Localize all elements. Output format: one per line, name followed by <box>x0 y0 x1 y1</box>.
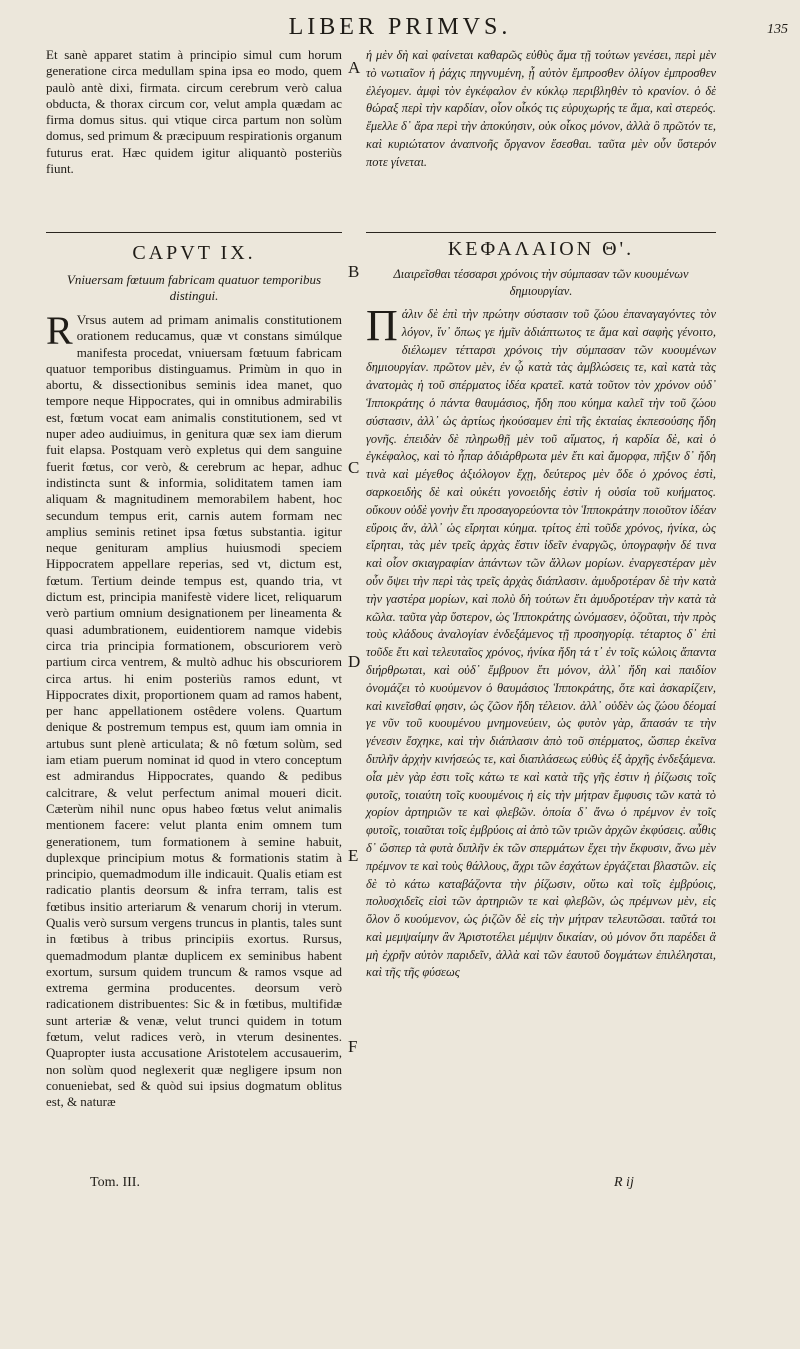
left-column-rule <box>46 232 342 233</box>
greek-dropcap: Π <box>366 301 398 350</box>
margin-letter-b: B <box>348 262 360 281</box>
right-column-rule <box>366 232 716 233</box>
page-number: 135 <box>767 22 788 37</box>
latin-chapter-title: CAPVT IX. <box>132 242 256 264</box>
latin-intro-paragraph: Et sanè apparet statim à principio simul cum horum generatione circa medullam spina ipsa eo modo, quem paulò antè dixi, firmata. circum cerebrum verò calua obducta, & thorax circum cor, velut ampla quædam ac firma domus situs. qui vtique circa partum non solùm domus, sed primum & præcipuum respirationis organum futurus erat. Hæc quidem igitur aliquantò posteriùs fiunt. <box>46 47 342 177</box>
greek-intro-paragraph: ἡ μὲν δὴ καὶ φαίνεται καθαρῶς εὐθὺς ἅμα τῇ τούτων γενέσει, περὶ μὲν τὸ νωτιαῖον ἡ ῥάχις πηγνυμένη, ᾗ αὐτὸν ἔμπροσθεν ὀλίγον ἐμπροσθεν ἐλέγομεν. ἀμφὶ τὸν ἐγκέφαλον ἐν κύκλῳ περιβληθὲν τὸ κρανίον. ὁ δὲ θώραξ περὶ τὴν καρδίαν, οἷον οἶκός τις εὐρυχωρής τε ἅμα, καὶ στερεός. ἔμελλε δ᾽ ἄρα περὶ τὴν ἀποκύησιν, οὐκ οἶκος μόνον, ἀλλὰ ὃ πρῶτόν τε, καὶ κυριώτατον ἀναπνοῆς ὄργανον ἔσεσθαι. ταῦτα μὲν οὖν ὕστερόν ποτε γίνεται. <box>366 48 716 169</box>
margin-letter-c: C <box>348 458 360 477</box>
margin-letter-e: E <box>348 846 359 865</box>
latin-dropcap: R <box>46 308 73 353</box>
volume-signature: Tom. III. <box>90 1175 140 1190</box>
latin-body-text: Vrsus autem ad primam animalis constitutionem orationem reducamus, quæ vt constans simúlque manifesta procedat, vniuersam fœtuum fabricam quatuor temporibus distinguamus. Primùm in quo in abortu, & dissectionibus seminis idea manet, quo tempore neque Hippocrates, qui in omnibus admirabilis est, fœtum vocat eam animalis constitutionem, sed vt nuper adeo audiuimus, in genitura quæ sex iam dierum fuit elapsa. Postquam verò expletus qui dem sanguine fuerit fœtus, cor verò, & cerebrum ac hepar, adhuc indistincta sunt & informia, soliditatem tamen iam aliquam & magnitudinem memorabilem habent, hoc secundum tempus erit, carnis autem formam nec amplius seminis retinet ipsa fœtus substantia. igitur neque genituram amplius huiusmodi speciem Hippocratem appellare reperias, sed vt, dictum est, fœtum. Tertium deinde tempus est, quando tria, vt dictum est, principia manifestè videre licet, reliquarum verò partium omnium designationem per lineamenta & quasi adumbrationem, euidentiorem namque videbis circa tria principia formationem, obscuriorem verò partium circa ventrem, & multò adhuc his obscuriorem circa artus. hi enim posteriùs ramos edunt, vt Hippocrates dixit, proportionem quam ad ramos habent, per hanc appellationem ostêdere volens. Quartum denique & postremum tempus est, quum iam omnia in artubus sunt plenè articulata; & nô fœtum solùm, sed iam etiam puerum nominat id quod in vtero conceptum est admirandus Hippocrates, quando & pedibus calcitrare, & velut perfectum animal moueri dicit. Cæterùm nihil nunc opus habeo fœtus velut animalis mentionem facere: velut planta enim omnem tum generationem, tum formationem à semine habuit, duplexque principium motus & formationis statim à principio, quemadmodum ille indicauit. Qualis etiam est radicatio plantis deorsum & infra terram, talis est fœtibus insitio arteriarum & venarum chorij in vterum. Qualis verò sursum vergens truncus in plantis, tales sunt in fœtibus à tribus principiis exortus. Rursus, quemadmodum plantæ duplicem ex seminibus habent exortum, sursum quidem truncum & ramos vsque ad extrema germina producentes. deorsum verò radicationem distribuentes: Sic & in fœtibus, multifidæ sunt arteriæ & venæ, velut trunci quidem in totum fœtum, velut radices verò, in vterum desinentes. Quapropter iusta accusatione Aristotelem accusauerim, non solùm quod neglexerit quæ negligere ipsum non conueniebat, sed & quòd sui ipsius dogmatum oblitus est, & naturæ <box>46 312 342 1110</box>
signature-mark: R ij <box>614 1175 634 1190</box>
margin-letter-f: F <box>348 1037 358 1056</box>
running-head: LIBER PRIMVS. <box>288 14 512 40</box>
margin-letter-d: D <box>348 652 361 671</box>
greek-body-text: άλιν δὲ ἐπὶ τὴν πρώτην σύστασιν τοῦ ζώου ἐπαναγαγόντες τὸν λόγον, ἵν᾽ ὅπως γε ἡμῖν ἀδιάπτωτος τε ἅμα καὶ σαφὴς γένοιτο, διέλωμεν τέτταρσι χρόνοις τὴν σύμπασαν τῶν κυουμένων δημιουργίαν. πρῶτον μὲν, ἐν ᾧ κατὰ τὰς ἀμβλώσεις τε, καὶ κατὰ τὰς ἀνατομὰς ἡ τοῦ σπέρματος ἰδέα κρατεῖ. κατὰ τοῦτον τὸν χρόνον οὐδ᾽ Ἱπποκράτης ὁ πάντα θαυμάσιος, ἤδη που κύημα καλεῖ τὴν τοῦ ζώου σύστασιν, ἀλλ᾽ ὡς ἀρτίως ἠκούσαμεν ἐπὶ τῆς ἐκταίας ἐκπεσούσης ἤδη γονῆς. ἐπειδὰν δὲ πληρωθῇ μὲν τοῦ αἵματος, ἡ καρδία δὲ, καὶ ὁ ἐγκέφαλος, καὶ τὸ ἧπαρ ἀδιάρθρωτα μὲν ἔτι καὶ ἄμορφα, πῆξιν δ᾽ ἤδη τινὰ καὶ μέγεθος ἀξιόλογον ἔχῃ, δεύτερος μὲν ὅδε ὁ χρόνος ἐστὶ, σαρκοειδὴς δὲ καὶ οὐκέτι γονοειδὴς ἐστὶν ἡ οὐσία τοῦ κυήματος. οὔκουν οὐδὲ γονὴν ἔτι προσαγορεύοντα τὸν Ἱπποκράτην ποιοῦτον ἰδέαν εὕροις ἄν, ἀλλ᾽ ὡς εἴρηται κύημα. τρίτος ἐπὶ τοῦδε χρόνος, ἡνίκα, ὡς εἴρηται, τὰς μὲν τρεῖς ἀρχὰς ἔστιν ἰδεῖν ἐναργῶς, ὑπογραφὴν δέ τινα καὶ οἷον σκιαγραφίαν ἁπάντων τῶν ἄλλων μορίων. ἐναργεστέραν μὲν οὖν ὄψει τὴν περὶ τὰς τρεῖς ἀρχὰς διάπλασιν. ἀμυδροτέραν δὲ τὴν κατὰ τὴν γαστέρα μορίων, καὶ πολὺ δὴ τούτων ἔτι ἀμυδροτέραν τὴν κατὰ τὰ κῶλα. ταῦτα γὰρ ὕστερον, ὡς Ἱπποκράτης ὠνόμασεν, ὀζοῦται, τὴν πρὸς τοὺς κλάδους ἀναλογίαν ἐνδεξάμενος τῇ προσηγορίᾳ. τέταρτος δ᾽ ἐπὶ τοῦδε ἔτι καὶ τελευταῖος χρόνος, ἡνίκα ἤδη τά τ᾽ ἐν τοῖς κώλοις ἅπαντα διήρθρωται, καὶ οὐδ᾽ ἔμβρυον ἔτι μόνον, ἀλλ᾽ ἤδη καὶ παιδίον ὀνομάζει τὸ κυούμενον ὁ θαυμάσιος Ἱπποκράτης, ὅτε καὶ ἀσκαρίζειν, καὶ κινεῖσθαί φησιν, ὡς ζῶον ἤδη τέλειον. ἀλλ᾽ οὐδὲν ὡς ζώου δέομαί γε νῦν τοῦ κυουμένου μνημονεύειν, ὡς φυτὸν γὰρ, ἅπασάν τε τὴν γένεσιν ἔσχηκε, καὶ τὴν διάπλασιν ἀπὸ τοῦ σπέρματος, ὥσπερ ἐκεῖνα διπλῆν ἀρχὴν κινήσεώς τε, καὶ διαπλάσεως εὐθὺς ἐξ ἀρχῆς ἐνδεξάμενα. οἷα μὲν γὰρ ἐστι τοῖς κάτω τε καὶ κατὰ τῆς γῆς ἐστιν ἡ ῥίζωσις τοῖς φυτοῖς, τοιαύτη τοῖς κυουμένοις ἡ εἰς τὴν μήτραν ἔμφυσις τῶν κατὰ τὸ χορίον ἀρτηριῶν τε καὶ φλεβῶν. ὁποία δ᾽ ἄνω ὁ πρέμνον ἐν τοῖς φυτοῖς, τοιαῦται τοῖς ἐμβρύοις αἱ ἀπὸ τῶν τριῶν ἀρχῶν ἐκφύσεις. αὖθις δ᾽ ὥσπερ τὰ φυτὰ διπλῆν ἐκ τῶν σπερμάτων ἔχει τὴν ἔκφυσιν, ἄνω μὲν πρέμνον τε καὶ τοὺς θάλλους, ἄχρι τῶν ἐσχάτων ἐργάζεται βλαστῶν. εἰς δὲ τὸ κάτω καταβάζοντα τὴν ῥίζωσιν, οὕτω καὶ τοῖς ἐμβρύοις, πολυσχιδεῖς εἰσὶ τῶν ἀρτηριῶν τε καὶ φλεβῶν, ὡς πρέμνων μὲν, εἰς ὅλον ὅ κυούμενον, ὡς ῥιζῶν δὲ εἰς τὴν μήτραν τελευτῶσαι. ταῦτά τοι καὶ μεμψαίμην ἂν Ἀριστοτέλει μέμψιν δικαίαν, οὐ μόνον ὅτι παρέδει ἃ μὴ ἐχρῆν αὐτὸν παριδεῖν, ἀλλὰ καὶ τῶν ἑαυτοῦ δογμάτων ἐπιλέλησται, καὶ τῆς τῆς φύσεως <box>366 307 716 980</box>
greek-chapter-body <box>366 301 716 982</box>
latin-chapter-subtitle: Vniuersam fœtuum fabricam quatuor temporibus distingui. <box>66 272 322 303</box>
greek-chapter-title: ΚΕΦΑΛΑΙΟΝ Θ'. <box>447 238 635 260</box>
greek-chapter-subtitle: Διαιρεῖσθαι τέσσαρσι χρόνοις τὴν σύμπασαν τῶν κυουμένων δημιουργίαν. <box>393 267 689 298</box>
margin-letter-a: A <box>348 58 361 77</box>
latin-chapter-body <box>46 308 342 1111</box>
